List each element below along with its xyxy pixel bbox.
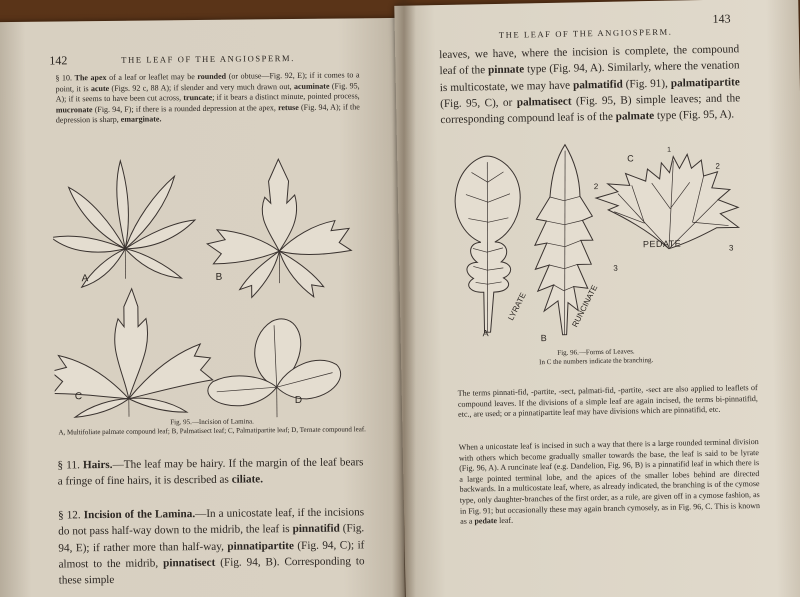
page-number: 143 — [712, 11, 731, 26]
right-page — [394, 0, 800, 597]
fig96-label-pedate: PEDATE — [642, 238, 682, 250]
figure-96-forms-of-leaves — [447, 137, 751, 343]
compound-leaf-paragraph: leaves, we have, where the incision is complete, the compound leaf of the pinnate type (Fig. 94, A). Similarly, where the venation is multicostate, we may have palmatifid (Fig. 91), palmatipartite (Fig. 95, C), or palmatisect (Fig. 95, B) simple leaves; and the corresponding compound leaf is of the palmate type (Fig. 95, A). — [439, 43, 741, 127]
section-11-hairs: § 11. Hairs.—The leaf may be hairy. If the margin of the leaf bears a fringe of fine hairs, it is described as ciliate. — [57, 456, 364, 488]
figure-96-description: In C the numbers indicate the branching. — [538, 355, 654, 366]
fig96-label-runcinate: RUNCINATE — [570, 283, 600, 329]
figure-95-incision-of-lamina — [52, 146, 355, 429]
leaf-a-palmate-compound — [52, 160, 195, 288]
figure-96-caption — [461, 346, 731, 368]
figure-95-title: Fig. 95.—Incision of Lamina. — [170, 417, 254, 427]
fig95-label-b: B — [215, 271, 223, 283]
fig96-label-b: B — [540, 333, 547, 344]
fig96-number-2-right: 2 — [715, 161, 720, 171]
book-gutter — [392, 0, 416, 597]
running-head: THE LEAF OF THE ANGIOSPERM. — [498, 26, 673, 40]
fig95-label-d: D — [294, 394, 303, 407]
fig96-label-c: C — [627, 153, 634, 164]
figure-96-title: Fig. 96.—Forms of Leaves. — [557, 347, 635, 357]
section-12-incision: § 12. Incision of the Lamina.—In a unicostate leaf, if the incisions do not pass half-way down to the midrib, the leaf is pinnatifid (Fig. 94, E); if rather more than half-way, pinnatipartite (Fig. 94, C); if almost to the midrib, pinnatisect (Fig. 94, B). Corresponding to these simple — [57, 506, 365, 587]
incision-terms-paragraph: The terms pinnati-fid, -partite, -sect, palmati-fid, -partite, -sect are also applied to leaflets of compound leaves. If the divisions of a simple leaf are again incised, the terms bi-pinnatifid, etc., are used; or a pinnatipartite leaf may have divisions which are pinnatifid, etc. — [457, 383, 758, 419]
fig96-number-3-right: 3 — [728, 243, 734, 253]
fig96-label-lyrate: LYRATE — [506, 291, 528, 322]
figure-95-caption — [57, 416, 367, 436]
fig96-number-3-left: 3 — [613, 263, 618, 273]
figure-95-description: A, Multifoliate palmate compound leaf; B, Palmatisect leaf; C, Palmatipartite leaf; D, Ternate compound leaf. — [58, 424, 366, 437]
fig96-number-2-left: 2 — [593, 182, 599, 192]
page-number: 142 — [49, 53, 68, 68]
left-page — [0, 18, 405, 597]
fig96-label-a: A — [482, 328, 489, 339]
section-10-apex: § 10. The apex of a leaf or leaflet may be rounded (or obtuse—Fig. 92, E); if it comes to a point, it is acute (Figs. 92 c, 88 A); if slender and very much drawn out, acuminate (Fig. 95, A); if it seems to have been cut across, truncate; if it bears a distinct minute, pointed process, mucronate (Fig. 94, F); if there is a rounded depression at the apex, retuse (Fig. 94, A); if the depression is sharp, emarginate. — [55, 70, 360, 125]
leaf-d-ternate-compound — [207, 318, 341, 418]
leaf-b-palmatisect — [206, 158, 351, 298]
lyrate-runcinate-paragraph: When a unicostate leaf is incised in such a way that there is a large rounded terminal division with others which become gradually smaller towards the base, the leaf is said to be lyrate (Fig. 96, A). A runcinate leaf (e.g. Dandelion, Fig. 96, B) is a pinnatifid leaf in which there is a large pointed terminal lobe, and the apices of the smaller lobes behind are directed backwards. In a multicostate leaf, where, as already indicated, the branching is of the cymose type, only daughter-branches of the first order, as a rule, are given off in a cymose fashion, as in Fig. 91; but occasionally these may again branch cymosely, as in Fig. 96, C. This is known as a pedate leaf. — [458, 437, 761, 526]
running-head: THE LEAF OF THE ANGIOSPERM. — [121, 52, 295, 65]
fig96-number-1: 1 — [667, 146, 672, 154]
fig95-label-c: C — [74, 391, 83, 403]
fig95-label-a: A — [81, 273, 89, 285]
